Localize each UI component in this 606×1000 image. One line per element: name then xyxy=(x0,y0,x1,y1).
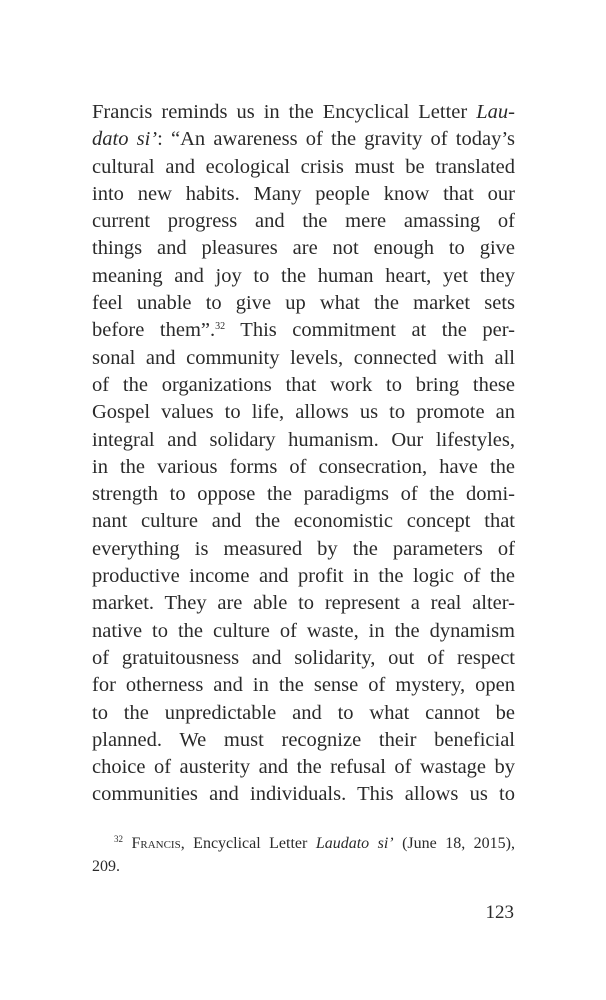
text-line: before them”.$^{32}$ This commitment at the per- xyxy=(92,319,515,342)
text-line: nant culture and the economistic concept that xyxy=(92,510,515,533)
text-line: to the unpredictable and to what cannot be xyxy=(92,701,515,724)
footnote xyxy=(92,832,515,878)
text-line: cultural and ecological crisis must be translated xyxy=(92,155,515,178)
text-line: native to the culture of waste, in the dynamism xyxy=(92,619,515,642)
text-line: dato si’: “An awareness of the gravity of today’s xyxy=(92,128,515,151)
text-line: planned. We must recognize their beneficial xyxy=(92,728,515,751)
text-line: of the organizations that work to bring these xyxy=(92,373,515,396)
page-number: 123 xyxy=(485,902,514,923)
text-line: for otherness and in the sense of mystery, open xyxy=(92,674,515,697)
text-line: things and pleasures are not enough to give xyxy=(92,237,515,260)
text-line: market. They are able to represent a real alter- xyxy=(92,592,515,615)
text-line: Francis reminds us in the Encyclical Letter Lau- xyxy=(92,101,515,123)
text-line: integral and solidary humanism. Our lifestyles, xyxy=(92,428,515,451)
footnote-line: $^{32}$ Francis, Encyclical Letter Laudato si’ (June 18, 2015), xyxy=(114,834,516,852)
footnote-author: Francis xyxy=(131,835,181,852)
footnote-reference: 32 xyxy=(215,321,226,333)
footnote-line: 209. xyxy=(92,858,120,875)
footnote-number: 32 xyxy=(114,834,123,844)
text-line: into new habits. Many people know that our xyxy=(92,182,515,205)
text-line: in the various forms of consecration, have the xyxy=(92,455,515,478)
text-line: meaning and joy to the human heart, yet they xyxy=(92,264,515,287)
text-line: everything is measured by the parameters of xyxy=(92,537,515,560)
body-paragraph xyxy=(92,99,515,809)
text-line: of gratuitousness and solidarity, out of respect xyxy=(92,646,515,669)
text-line: current progress and the mere amassing of xyxy=(92,210,515,233)
text-line: sonal and community levels, connected with all xyxy=(92,346,515,369)
text-line: productive income and profit in the logic of the xyxy=(92,565,515,588)
text-line: feel unable to give up what the market sets xyxy=(92,292,515,315)
text-line: Gospel values to life, allows us to promote an xyxy=(92,401,515,424)
footnote-title: Laudato si’ xyxy=(315,835,394,852)
text-line: communities and individuals. This allows us to xyxy=(92,783,515,806)
text-line: strength to oppose the paradigms of the domi- xyxy=(92,483,515,506)
text-line: choice of austerity and the refusal of wastage by xyxy=(92,756,515,779)
